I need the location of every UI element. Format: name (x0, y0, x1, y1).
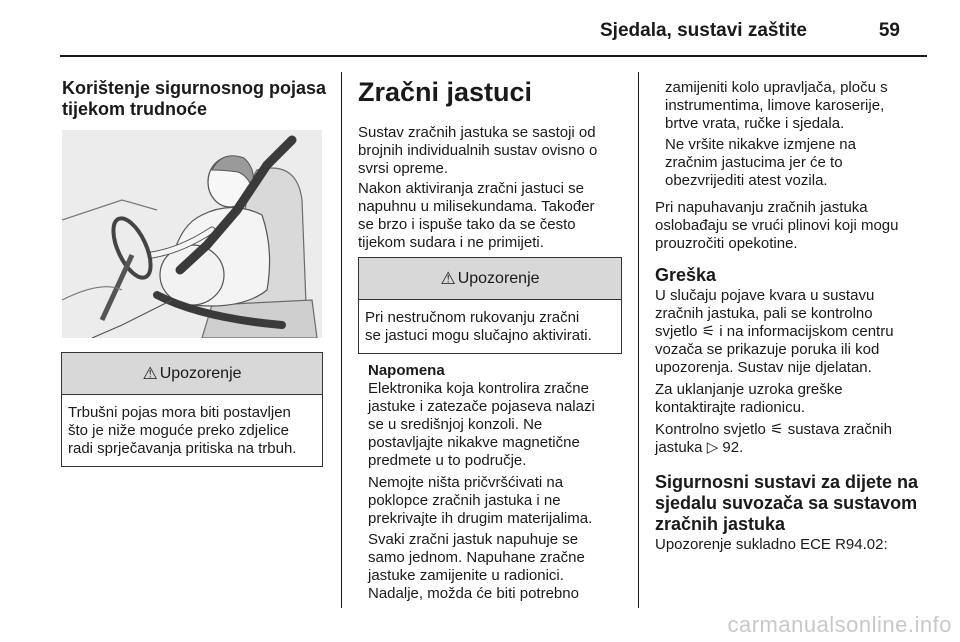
section-heading-child-restraint: Sigurnosni sustavi za dijete na sjedalu suvozača sa sustavom zračnih jastuka (655, 472, 919, 534)
page-number: 59 (878, 20, 900, 41)
page-title-airbags: Zračni jastuci (358, 77, 533, 107)
paragraph-contact-workshop: Za uklanjanje uzroka greške kontaktirajte radionicu. (655, 381, 843, 416)
section-heading-pregnancy: Korištenje sigurnosnog pojasa tijekom trudnoće (62, 78, 327, 119)
column-divider (341, 72, 342, 608)
warning-title: Upozorenje (159, 364, 242, 382)
column-divider (638, 72, 639, 608)
warning-header (62, 353, 322, 395)
page-reference-link[interactable]: 92. (718, 439, 744, 456)
warning-icon: ⚠ (440, 268, 456, 288)
warning-body: Pri nestručnom rukovanju zračni se jastuci mogu slučajno aktivirati. (365, 309, 592, 344)
paragraph-fault: U slučaju pojave kvara u sustavu zračnih jastuka, pali se kontrolno svjetlo ⚟ i na informacijskom centru vozača se prikazuje poruka ili kod upozorenja. Sustav nije djelatan. (655, 287, 894, 376)
warning-body: Trbušni pojas mora biti postavljen što je niže moguće preko zdjelice radi sprječavanja pritiska na trbuh. (68, 404, 297, 457)
note-paragraph-inflate-once: Svaki zračni jastuk napuhuje se samo jednom. Napuhane zračne jastuke zamijenite u radionici. Nadalje, možda će biti potrebno (368, 531, 585, 602)
paragraph-ece-warning: Upozorenje sukladno ECE R94.02: (655, 536, 888, 553)
running-head: Sjedala, sustavi zaštite (600, 20, 807, 41)
warning-header (359, 258, 621, 300)
paragraph-control-light: Kontrolno svjetlo ⚟ sustava zračnih jastuka ▷ 92. (655, 421, 892, 456)
note-paragraph-covers: Nemojte ništa pričvršćivati na poklopce zračnih jastuka i ne prekrivajte ih drugim materijalima. (368, 474, 593, 527)
warning-box-airbag (358, 257, 622, 354)
warning-title: Upozorenje (457, 269, 540, 287)
warning-box-pregnancy (61, 352, 323, 467)
header-rule (60, 55, 927, 57)
paragraph-hot-gases: Pri napuhavanju zračnih jastuka oslobađaju se vrući plinovi koji mogu prouzročiti opekotine. (655, 199, 899, 252)
paragraph-airbag-inflation: Nakon aktiviranja zračni jastuci se napuhnu u milisekundama. Također se brzo i ispuše tako da se često tijekom sudara i ne primijeti. (358, 180, 595, 251)
note-label: Napomena (368, 362, 445, 379)
airbag-warning-light-icon: ⚟ (701, 323, 716, 340)
page-reference-icon: ▷ (706, 439, 719, 456)
note-no-modifications: Ne vršite nikakve izmjene na zračnim jastucima jer će to obezvrijediti atest vozila. (665, 136, 856, 189)
note-continued: zamijeniti kolo upravljača, ploču s instrumentima, limove karoserije, brtve vrata, ručke i sjedala. (665, 79, 888, 132)
airbag-warning-light-icon: ⚟ (770, 421, 784, 438)
paragraph-airbag-system: Sustav zračnih jastuka se sastoji od brojnih individualnih sustav ovisno o svrsi opreme. (358, 124, 598, 177)
watermark: carmanualsonline.info (727, 612, 952, 637)
note-electronics: Napomena Elektronika koja kontrolira zračne jastuke i zatezače pojaseva nalazi se u središnjoj konzoli. Ne postavljajte nikakve magnetične predmete u to područje. (368, 362, 595, 469)
section-heading-fault: Greška (655, 265, 717, 285)
illustration-pregnant-seatbelt (62, 130, 322, 338)
pregnant-driver-figure (62, 130, 322, 338)
warning-icon: ⚠ (142, 363, 158, 383)
